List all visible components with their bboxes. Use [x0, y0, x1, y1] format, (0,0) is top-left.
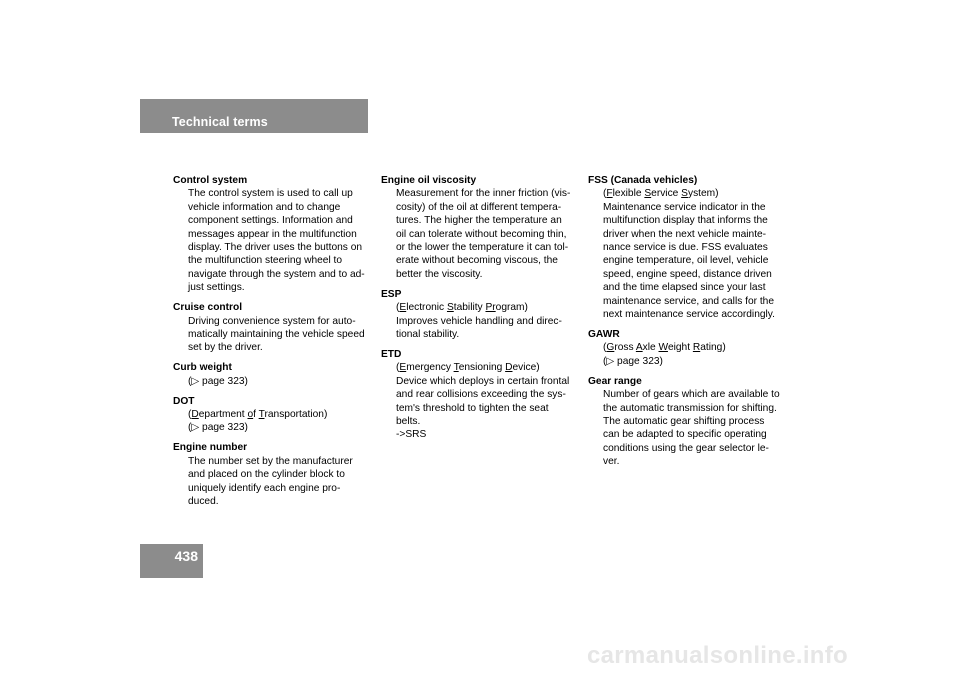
- glossary-entry: [173, 301, 373, 355]
- definition-line: [396, 187, 581, 200]
- acronym-letter: W: [658, 342, 668, 354]
- text-segment: maintenance service, and calls for the: [603, 295, 775, 307]
- definition-line: [603, 281, 788, 294]
- glossary-column-1: [173, 174, 373, 515]
- glossary-definition: [173, 455, 373, 509]
- definition-line: [603, 388, 788, 401]
- glossary-term: Cruise control: [173, 302, 243, 314]
- glossary-term: Curb weight: [173, 362, 232, 374]
- text-segment: engine temperature, oil level, vehicle: [603, 255, 769, 267]
- glossary-term: ESP: [381, 288, 402, 300]
- text-segment: next maintenance service accordingly.: [603, 309, 775, 321]
- glossary-definition: [588, 187, 788, 321]
- definition-line: [396, 268, 581, 281]
- acronym-letter: G: [606, 342, 615, 354]
- definition-line: [188, 468, 373, 481]
- glossary-entry: [381, 288, 581, 342]
- definition-line: [603, 355, 788, 368]
- text-segment: The number set by the manufacturer: [188, 455, 353, 467]
- glossary-entry: [173, 441, 373, 508]
- acronym-letter: D: [191, 409, 199, 420]
- definition-line: [603, 428, 788, 441]
- text-segment: xle: [642, 342, 659, 354]
- text-segment: tability: [453, 302, 486, 314]
- definition-line: [188, 315, 373, 328]
- definition-line: [188, 341, 373, 354]
- text-segment: ensioning: [458, 362, 506, 374]
- text-segment: ross: [614, 342, 636, 354]
- text-segment: (: [396, 362, 400, 374]
- glossary-entry: [173, 174, 373, 295]
- text-segment: tures. The higher the temperature an: [396, 215, 562, 227]
- text-segment: better the viscosity.: [396, 268, 483, 280]
- definition-line: [396, 254, 581, 267]
- definition-line: [603, 254, 788, 267]
- text-segment: cosity) of the oil at different tempera-: [396, 201, 562, 213]
- page-number: 438: [140, 544, 203, 578]
- text-segment: (: [188, 409, 192, 420]
- text-segment: and placed on the cylinder block to: [188, 469, 345, 481]
- definition-line: [188, 201, 373, 214]
- text-segment: tional stability.: [396, 328, 460, 340]
- text-segment: and the time elapsed since your last: [603, 282, 766, 294]
- glossary-definition: [381, 187, 581, 281]
- text-segment: epartment: [198, 409, 248, 420]
- glossary-term: FSS (Canada vehicles): [588, 175, 698, 186]
- acronym-letter: o: [247, 409, 254, 420]
- text-segment: ransportation): [264, 409, 328, 420]
- definition-line: [603, 308, 788, 321]
- text-segment: ver.: [603, 456, 620, 468]
- glossary-definition: [381, 301, 581, 341]
- text-segment: (▷ page 323): [188, 375, 248, 387]
- text-segment: driver when the next vehicle mainte-: [603, 228, 767, 240]
- definition-line: [188, 228, 373, 241]
- text-segment: component settings. Information and: [188, 215, 353, 227]
- text-segment: the multifunction steering wheel to: [188, 255, 343, 267]
- glossary-definition: [173, 187, 373, 294]
- definition-line: [603, 201, 788, 214]
- section-header-bar: [140, 99, 368, 133]
- glossary-column-3: [588, 174, 788, 475]
- text-segment: speed, engine speed, distance driven: [603, 268, 772, 280]
- text-segment: Driving convenience system for auto-: [188, 315, 356, 327]
- glossary-definition: [173, 315, 373, 355]
- text-segment: matically maintaining the vehicle speed: [188, 328, 365, 340]
- definition-line: [603, 228, 788, 241]
- text-segment: tem's threshold to tighten the seat: [396, 402, 549, 414]
- definition-line: [188, 328, 373, 341]
- definition-line: [188, 187, 373, 200]
- text-segment: (▷ page 323): [603, 355, 663, 367]
- glossary-definition: [588, 341, 788, 368]
- glossary-definition: [173, 375, 373, 388]
- section-title: Technical terms: [172, 115, 268, 129]
- definition-line: [603, 341, 788, 354]
- text-segment: ystem): [687, 188, 719, 200]
- text-segment: navigate through the system and to ad-: [188, 268, 365, 280]
- watermark-text: carmanualsonline.info: [587, 642, 849, 669]
- definition-line: [396, 361, 581, 374]
- text-segment: (: [396, 302, 400, 314]
- acronym-letter: E: [399, 302, 407, 314]
- text-segment: the automatic transmission for shifting.: [603, 402, 777, 414]
- glossary-term: GAWR: [588, 328, 620, 340]
- definition-line: [603, 241, 788, 254]
- definition-line: [603, 214, 788, 227]
- definition-line: [603, 415, 788, 428]
- definition-line: [603, 455, 788, 468]
- text-segment: can be adapted to specific operating: [603, 429, 767, 441]
- definition-line: [603, 187, 788, 200]
- text-segment: Measurement for the inner friction (vis-: [396, 188, 571, 200]
- glossary-entry: [173, 361, 373, 388]
- definition-line: [603, 295, 788, 308]
- text-segment: Device which deploys in certain frontal: [396, 375, 570, 387]
- definition-line: [396, 228, 581, 241]
- text-segment: (▷ page 323): [188, 422, 248, 434]
- text-segment: conditions using the gear selector le-: [603, 442, 769, 454]
- definition-line: [188, 408, 373, 421]
- text-segment: messages appear in the multifunction: [188, 228, 357, 240]
- text-segment: set by the driver.: [188, 342, 263, 354]
- definition-line: [603, 402, 788, 415]
- definition-line: [396, 388, 581, 401]
- text-segment: oil can tolerate without becoming thin,: [396, 228, 567, 240]
- glossary-definition: [588, 388, 788, 468]
- text-segment: ogram): [495, 302, 528, 314]
- text-segment: f: [253, 409, 259, 420]
- glossary-term: ETD: [381, 348, 402, 360]
- definition-line: [188, 241, 373, 254]
- acronym-letter: Pr: [485, 302, 496, 314]
- glossary-term: DOT: [173, 395, 195, 407]
- text-segment: just settings.: [188, 282, 245, 294]
- acronym-letter: A: [635, 342, 643, 354]
- glossary-entry: [173, 395, 373, 435]
- glossary-term: Gear range: [588, 375, 642, 387]
- text-segment: uniquely identify each engine pro-: [188, 482, 341, 494]
- definition-line: [396, 301, 581, 314]
- text-segment: (: [603, 342, 607, 354]
- text-segment: vehicle information and to change: [188, 201, 341, 213]
- glossary-entry: [381, 174, 581, 281]
- text-segment: Number of gears which are available to: [603, 389, 780, 401]
- glossary-column-2: [381, 174, 581, 448]
- definition-line: [188, 495, 373, 508]
- definition-line: [396, 375, 581, 388]
- definition-line: [396, 328, 581, 341]
- glossary-entry: [588, 328, 788, 368]
- acronym-letter: S: [446, 302, 454, 314]
- text-segment: ervice: [651, 188, 682, 200]
- glossary-definition: [381, 361, 581, 441]
- definition-line: [396, 315, 581, 328]
- definition-line: [188, 375, 373, 388]
- text-segment: ->SRS: [396, 429, 427, 441]
- text-segment: display. The driver uses the buttons on: [188, 242, 363, 254]
- text-segment: or the lower the temperature it can tol-: [396, 242, 569, 254]
- text-segment: (: [603, 188, 607, 200]
- acronym-letter: F: [606, 188, 613, 200]
- definition-line: [396, 201, 581, 214]
- definition-line: [603, 268, 788, 281]
- acronym-letter: R: [692, 342, 701, 354]
- text-segment: belts.: [396, 415, 421, 427]
- acronym-letter: T: [453, 362, 459, 374]
- text-segment: mergency: [406, 362, 454, 374]
- glossary-entry: [588, 174, 788, 321]
- definition-line: [396, 241, 581, 254]
- text-segment: multifunction display that informs the: [603, 215, 768, 227]
- definition-line: [188, 281, 373, 294]
- glossary-entry: [381, 348, 581, 442]
- text-segment: and rear collisions exceeding the sys-: [396, 389, 566, 401]
- acronym-letter: E: [399, 362, 407, 374]
- definition-line: [188, 455, 373, 468]
- text-segment: evice): [512, 362, 540, 374]
- text-segment: lexible: [612, 188, 645, 200]
- acronym-letter: T: [258, 409, 265, 420]
- definition-line: [396, 214, 581, 227]
- definition-line: [188, 254, 373, 267]
- definition-line: [396, 415, 581, 428]
- text-segment: The control system is used to call up: [188, 188, 353, 200]
- text-segment: duced.: [188, 495, 219, 507]
- definition-line: [188, 214, 373, 227]
- definition-line: [188, 268, 373, 281]
- definition-line: [603, 442, 788, 455]
- text-segment: lectronic: [406, 302, 447, 314]
- glossary-definition: [173, 408, 373, 435]
- glossary-entry: [588, 375, 788, 469]
- text-segment: nance service is due. FSS evaluates: [603, 242, 768, 254]
- definition-line: [396, 428, 581, 441]
- definition-line: [188, 421, 373, 434]
- text-segment: Improves vehicle handling and direc-: [396, 315, 562, 327]
- text-segment: ating): [700, 342, 726, 354]
- glossary-term: Control system: [173, 175, 248, 186]
- acronym-letter: D: [505, 362, 513, 374]
- text-segment: Maintenance service indicator in the: [603, 201, 766, 213]
- acronym-letter: S: [644, 188, 652, 200]
- definition-line: [396, 402, 581, 415]
- text-segment: The automatic gear shifting process: [603, 415, 765, 427]
- definition-line: [188, 482, 373, 495]
- text-segment: erate without becoming viscous, the: [396, 255, 558, 267]
- text-segment: eight: [667, 342, 693, 354]
- acronym-letter: S: [681, 188, 688, 200]
- glossary-term: Engine oil viscosity: [381, 175, 477, 186]
- glossary-term: Engine number: [173, 442, 248, 454]
